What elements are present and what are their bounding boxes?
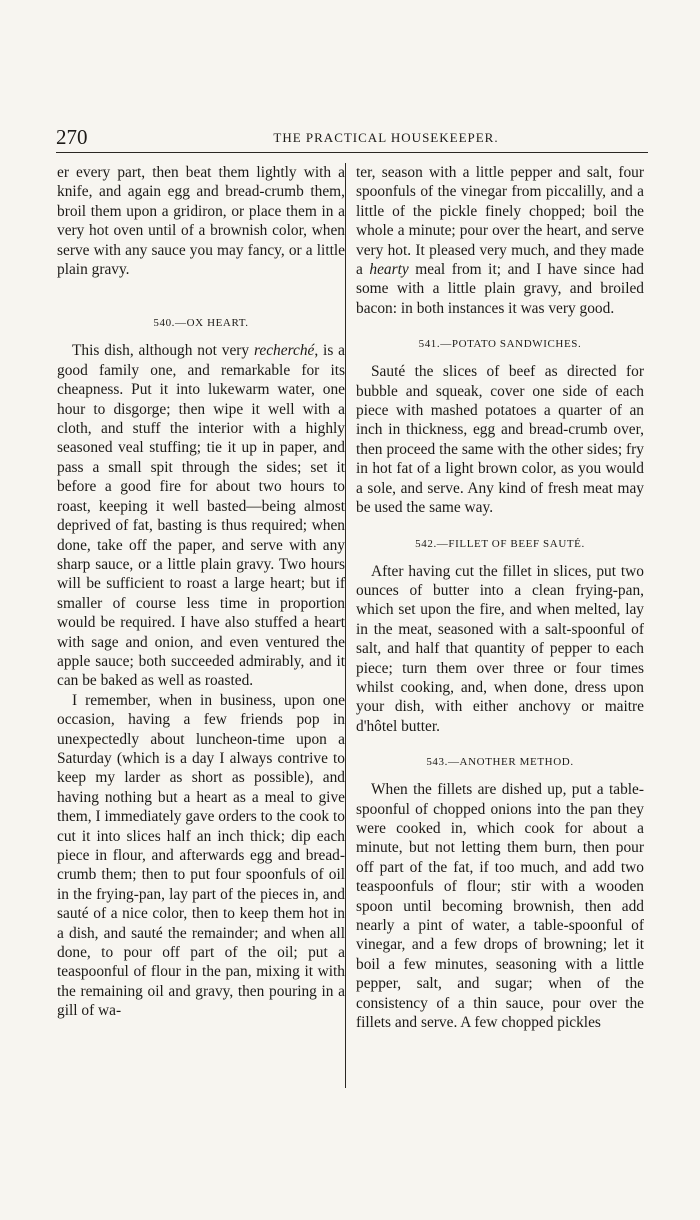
page-number: 270	[56, 125, 88, 149]
recipe-heading-541: 541.—POTATO SANDWICHES.	[418, 338, 582, 351]
continued-paragraph-right: ter, season with a little pepper and salt, four spoonfuls of the vinegar from piccalilly, and a little of the pickle finely chopped; boil the whole a minute; pour over the heart, and serve very hot. It pleased very much, and they made a hearty meal from it; and I have since had some with a little plain gravy, and broiled bacon: in both instances it was very good.	[356, 164, 644, 317]
another-method-paragraph: When the fillets are dished up, put a table-spoonful of chopped onions into the pan they were cooked in, which cook for about a minute, but not letting them burn, then pour off part of the fat, if too much, and add two teaspoonfuls of flour; stir with a wooden spoon until becoming brownish, then add nearly a pint of water, a table-spoonful of vinegar, and a few drops of browning; let it boil a few minutes, seasoning with a little pepper, salt, and sugar; when of the consistency of a thin sauce, pour over the fillets and serve. A few chopped pickles	[356, 781, 644, 1032]
italic-word: hearty	[369, 261, 409, 279]
anecdote-paragraph: I remember, when in business, upon one occasion, having a few friends pop in unexpectedly about luncheon-time upon a Saturday (which is a day I always contrive to keep my larder as short as possible), and having nothing but a heart as a meal to give them, I immediately gave orders to the cook to cut it into slices half an inch thick; dip each piece in flour, and afterwards egg and bread-crumb them; then to put four spoonfuls of oil in the frying-pan, lay part of the pieces in, and sauté of a nice color, then to keep them hot in a dish, and sauté the remainder; and when all done, to pour off part of the oil; put a teaspoonful of flour in the pan, mixing it with the remaining oil and gravy, then pouring in a gill of wa-	[57, 691, 345, 1020]
left-column	[57, 163, 345, 1021]
italic-word: recherché	[253, 342, 315, 360]
recipe-heading-540: 540.—OX HEART.	[153, 317, 249, 330]
ox-heart-paragraph: This dish, although not very recherché, is a good family one, and remarkable for its cheapness. Put it into lukewarm water, one hour to disgorge; then wipe it well with a cloth, and stuff the interior with a highly seasoned veal stuffing; tie it up in paper, and pass a small spit through the sides; set it before a good fire for about two hours to roast, keeping it well basted—being almost deprived of fat, basting is thus required; when done, take off the paper, and serve with any sharp sauce, or a little plain gravy. Two hours will be sufficient to roast a large heart; but if smaller of course less time in proportion would be required. I have also stuffed a heart with sage and onion, and even ventured the apple sauce; both succeeded admirably, and it can be baked as well as roasted.	[57, 342, 345, 690]
fillet-saute-paragraph: After having cut the fillet in slices, put two ounces of butter into a clean frying-pan, which set upon the fire, and when melted, lay in the meat, seasoned with a salt-spoonful of salt, and half that quantity of pepper to each piece; turn them over three or four times whilst cooking, and, when done, dress upon your dish, with either anchovy or maitre d'hôtel butter.	[356, 562, 644, 735]
recipe-heading-543: 543.—ANOTHER METHOD.	[426, 756, 574, 769]
running-head: THE PRACTICAL HOUSEKEEPER.	[273, 130, 499, 145]
continued-paragraph: er every part, then beat them lightly with a knife, and again egg and bread-crumb them, broil them upon a gridiron, or place them in a very hot oven until of a brownish color, when serve with any sauce you may fancy, or a little plain gravy.	[57, 164, 345, 279]
recipe-heading-542: 542.—FILLET OF BEEF SAUTÉ.	[415, 537, 585, 550]
page-header	[56, 124, 648, 153]
right-column	[356, 163, 644, 1032]
column-divider	[345, 163, 346, 1088]
potato-sandwiches-paragraph: Sauté the slices of beef as directed for bubble and squeak, cover one side of each piece with mashed potatoes a quarter of an inch in thickness, egg and bread-crumb over, then proceed the same with the other sides; fry in hot fat of a light brown color, as you would a sole, and serve. Any kind of fresh meat may be used the same way.	[356, 363, 644, 517]
